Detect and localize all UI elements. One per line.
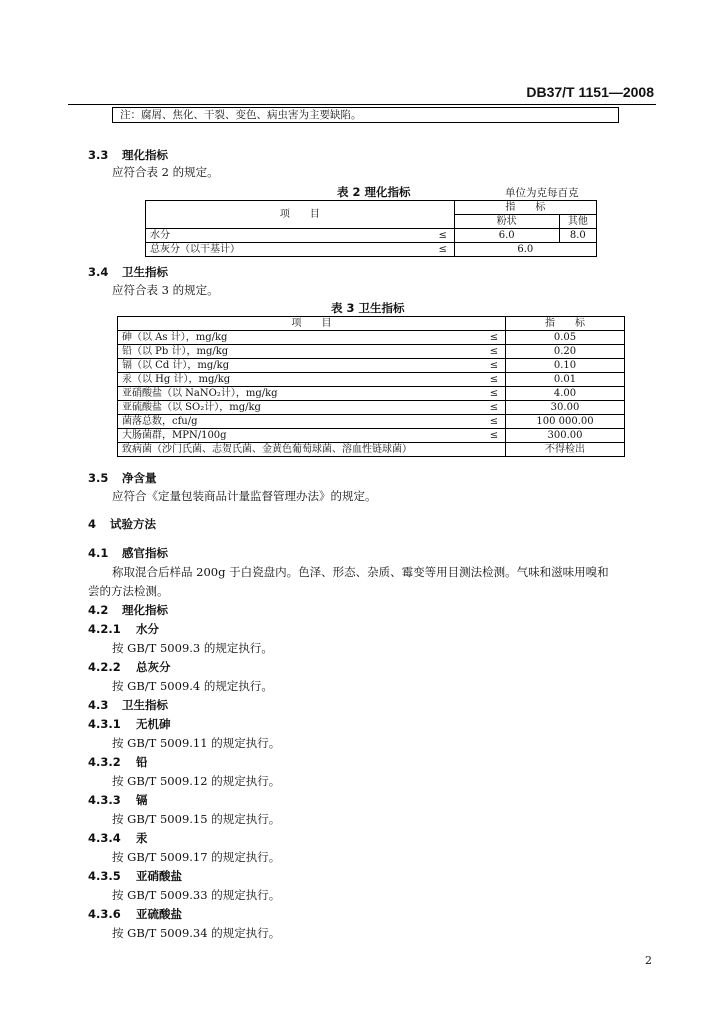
table-3-caption: 表 3 卫生指标 <box>331 301 405 315</box>
table-row <box>118 359 625 373</box>
le-symbol: ≤ <box>483 415 506 429</box>
row-name: 总灰分（以干基计） <box>146 243 432 257</box>
section-3-5-heading <box>88 470 157 486</box>
section-4-3-6-heading <box>88 906 182 922</box>
row-value: 不得检出 <box>506 443 625 457</box>
table-row <box>118 401 625 415</box>
section-title: 水分 <box>136 622 159 636</box>
col-index-header: 指 标 <box>454 201 596 215</box>
section-3-3-text: 应符合表 2 的规定。 <box>112 165 219 179</box>
le-symbol: ≤ <box>483 359 506 373</box>
row-value: 4.00 <box>506 387 625 401</box>
sub-header-other: 其他 <box>559 215 596 229</box>
table-row <box>118 429 625 443</box>
table-row <box>118 415 625 429</box>
section-title: 试验方法 <box>110 517 156 531</box>
section-4-3-heading <box>88 697 168 713</box>
row-name: 铅（以 Pb 计），mg/kg <box>118 345 484 359</box>
section-number: 4.2.1 <box>88 622 121 636</box>
le-symbol: ≤ <box>483 387 506 401</box>
section-number: 4.3 <box>88 698 109 712</box>
table-2-unit: 单位为克每百克 <box>505 187 579 199</box>
row-name: 镉（以 Cd 计），mg/kg <box>118 359 484 373</box>
section-title: 总灰分 <box>136 660 171 674</box>
page-number: 2 <box>645 954 652 967</box>
section-number: 4.1 <box>88 546 109 560</box>
le-symbol: ≤ <box>432 243 455 257</box>
section-3-5-text: 应符合《定量包装商品计量监督管理办法》的规定。 <box>112 489 377 503</box>
section-4-1-heading <box>88 545 168 561</box>
section-number: 3.5 <box>88 471 109 485</box>
section-title: 感官指标 <box>122 546 168 560</box>
row-name: 汞（以 Hg 计），mg/kg <box>118 373 484 387</box>
row-value: 0.20 <box>506 345 625 359</box>
row-value-powder: 6.0 <box>454 229 559 243</box>
section-3-4-text: 应符合表 3 的规定。 <box>112 283 219 297</box>
col-item-header: 项 目 <box>118 317 506 331</box>
section-4-1-text-line1: 称取混合后样品 200g 于白瓷盘内。色泽、形态、杂质、霉变等用目测法检测。气味和滋味用嗅和 <box>112 565 609 579</box>
section-number: 4.3.5 <box>88 869 121 883</box>
section-4-3-2-heading <box>88 754 148 770</box>
row-value: 6.0 <box>454 243 596 257</box>
section-3-3-heading <box>88 147 168 163</box>
le-symbol: ≤ <box>483 331 506 345</box>
le-symbol: ≤ <box>432 229 455 243</box>
table-header-row <box>118 317 625 331</box>
section-number: 4.3.6 <box>88 907 121 921</box>
row-value: 30.00 <box>506 401 625 415</box>
section-4-3-3-heading <box>88 792 148 808</box>
table-row <box>118 387 625 401</box>
section-4-3-6-text: 按 GB/T 5009.34 的规定执行。 <box>112 926 281 940</box>
section-title: 亚硫酸盐 <box>136 907 182 921</box>
le-symbol: ≤ <box>483 401 506 415</box>
table-row <box>118 373 625 387</box>
section-4-3-1-text: 按 GB/T 5009.11 的规定执行。 <box>112 736 281 750</box>
row-name: 亚硝酸盐（以 NaNO₂计），mg/kg <box>118 387 484 401</box>
section-4-2-1-heading <box>88 621 159 637</box>
section-number: 4.2 <box>88 603 109 617</box>
row-name: 大肠菌群，MPN/100g <box>118 429 484 443</box>
section-title: 卫生指标 <box>122 698 168 712</box>
section-4-1-text-line2: 尝的方法检测。 <box>88 584 169 598</box>
col-item-header: 项 目 <box>146 201 455 229</box>
section-4-3-5-text: 按 GB/T 5009.33 的规定执行。 <box>112 888 281 902</box>
section-4-2-1-text: 按 GB/T 5009.3 的规定执行。 <box>112 641 273 655</box>
section-4-3-2-text: 按 GB/T 5009.12 的规定执行。 <box>112 774 281 788</box>
sub-header-powder: 粉状 <box>454 215 559 229</box>
table-row <box>146 243 597 257</box>
section-4-3-4-heading <box>88 830 148 846</box>
table-row <box>118 345 625 359</box>
table-row <box>118 443 625 457</box>
section-4-3-3-text: 按 GB/T 5009.15 的规定执行。 <box>112 812 281 826</box>
section-4-2-heading <box>88 602 168 618</box>
table-row <box>118 331 625 345</box>
header-rule <box>68 104 656 105</box>
section-number: 4.3.4 <box>88 831 121 845</box>
row-name: 砷（以 As 计），mg/kg <box>118 331 484 345</box>
section-number: 4.3.1 <box>88 717 121 731</box>
row-value: 0.05 <box>506 331 625 345</box>
row-name: 致病菌（沙门氏菌、志贺氏菌、金黄色葡萄球菌、溶血性链球菌） <box>118 443 506 457</box>
table-2-caption: 表 2 理化指标 <box>337 185 411 199</box>
row-value: 100 000.00 <box>506 415 625 429</box>
section-title: 卫生指标 <box>122 265 168 279</box>
section-title: 汞 <box>136 831 148 845</box>
section-4-2-2-text: 按 GB/T 5009.4 的规定执行。 <box>112 679 273 693</box>
section-title: 铅 <box>136 755 148 769</box>
row-name: 菌落总数，cfu/g <box>118 415 484 429</box>
le-symbol: ≤ <box>483 345 506 359</box>
section-title: 镉 <box>136 793 148 807</box>
le-symbol: ≤ <box>483 373 506 387</box>
section-title: 理化指标 <box>122 148 168 162</box>
section-4-3-1-heading <box>88 716 171 732</box>
section-number: 4 <box>88 517 97 531</box>
section-title: 无机砷 <box>136 717 171 731</box>
row-value-other: 8.0 <box>559 229 596 243</box>
section-4-3-4-text: 按 GB/T 5009.17 的规定执行。 <box>112 850 281 864</box>
row-value: 0.01 <box>506 373 625 387</box>
section-number: 4.2.2 <box>88 660 121 674</box>
row-name: 亚硫酸盐（以 SO₂计），mg/kg <box>118 401 484 415</box>
row-value: 300.00 <box>506 429 625 443</box>
table-2 <box>145 200 597 257</box>
section-number: 4.3.2 <box>88 755 121 769</box>
section-title: 理化指标 <box>122 603 168 617</box>
section-4-heading <box>88 516 156 532</box>
document-code: DB37/T 1151—2008 <box>526 84 654 100</box>
section-3-4-heading <box>88 264 168 280</box>
table-header-row <box>146 201 597 215</box>
section-4-2-2-heading <box>88 659 171 675</box>
row-name: 水分 <box>146 229 432 243</box>
section-title: 净含量 <box>122 471 157 485</box>
row-value: 0.10 <box>506 359 625 373</box>
col-index-header: 指 标 <box>506 317 625 331</box>
section-number: 3.4 <box>88 265 109 279</box>
table-3 <box>117 316 625 457</box>
table-row <box>146 229 597 243</box>
table-note: 注：腐屑、焦化、干裂、变色、病虫害为主要缺陷。 <box>112 107 619 123</box>
section-4-3-5-heading <box>88 868 182 884</box>
section-title: 亚硝酸盐 <box>136 869 182 883</box>
section-number: 3.3 <box>88 148 109 162</box>
le-symbol: ≤ <box>483 429 506 443</box>
section-number: 4.3.3 <box>88 793 121 807</box>
